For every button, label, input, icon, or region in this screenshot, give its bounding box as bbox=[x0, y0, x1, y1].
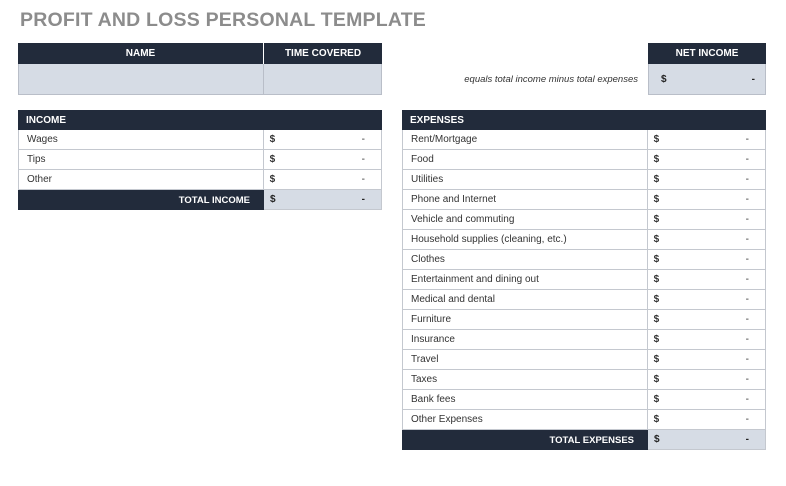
currency-symbol: $ bbox=[653, 334, 660, 345]
amount-value: - bbox=[361, 154, 365, 165]
expense-row-amount[interactable] bbox=[648, 150, 765, 169]
expense-row-label[interactable]: Insurance bbox=[403, 330, 648, 349]
expense-row-label[interactable]: Utilities bbox=[403, 170, 648, 189]
expense-row-label[interactable]: Bank fees bbox=[403, 390, 648, 409]
expense-row-label[interactable]: Household supplies (cleaning, etc.) bbox=[403, 230, 648, 249]
page-title: PROFIT AND LOSS PERSONAL TEMPLATE bbox=[20, 9, 427, 31]
total-expenses-amount bbox=[648, 430, 766, 450]
expense-row-label[interactable]: Travel bbox=[403, 350, 648, 369]
total-expenses-row bbox=[402, 430, 766, 450]
currency-symbol: $ bbox=[653, 414, 660, 425]
expense-row-amount[interactable] bbox=[648, 210, 765, 229]
currency-symbol: $ bbox=[653, 274, 660, 285]
expense-row-amount[interactable] bbox=[648, 330, 765, 349]
currency-symbol: $ bbox=[269, 134, 276, 145]
currency-symbol: $ bbox=[654, 434, 660, 445]
amount-value: - bbox=[745, 194, 749, 205]
total-expenses-value: - bbox=[745, 434, 749, 445]
amount-value: - bbox=[745, 334, 749, 345]
amount-value: - bbox=[745, 314, 749, 325]
total-income-amount bbox=[264, 190, 382, 210]
amount-value: - bbox=[745, 374, 749, 385]
amount-value: - bbox=[745, 134, 749, 145]
currency-symbol: $ bbox=[269, 174, 276, 185]
income-row-label[interactable]: Tips bbox=[19, 150, 264, 169]
currency-symbol: $ bbox=[653, 134, 660, 145]
expense-row-amount[interactable] bbox=[648, 410, 765, 429]
expense-row-amount[interactable] bbox=[648, 130, 765, 149]
expense-row-amount[interactable] bbox=[648, 310, 765, 329]
amount-value: - bbox=[745, 154, 749, 165]
amount-value: - bbox=[361, 174, 365, 185]
expense-row bbox=[402, 270, 766, 290]
expense-row-amount[interactable] bbox=[648, 250, 765, 269]
expense-row bbox=[402, 310, 766, 330]
expense-row-label[interactable]: Furniture bbox=[403, 310, 648, 329]
expense-row-label[interactable]: Clothes bbox=[403, 250, 648, 269]
net-income-value: - bbox=[751, 73, 755, 85]
expenses-table bbox=[402, 110, 766, 450]
expense-row bbox=[402, 150, 766, 170]
amount-value: - bbox=[745, 394, 749, 405]
expense-row-label[interactable]: Entertainment and dining out bbox=[403, 270, 648, 289]
currency-symbol: $ bbox=[653, 154, 660, 165]
expense-row bbox=[402, 410, 766, 430]
total-income-label: TOTAL INCOME bbox=[18, 190, 264, 210]
expense-row bbox=[402, 210, 766, 230]
time-covered-header: TIME COVERED bbox=[264, 43, 382, 64]
expense-row-amount[interactable] bbox=[648, 230, 765, 249]
expense-row-amount[interactable] bbox=[648, 190, 765, 209]
currency-symbol: $ bbox=[269, 154, 276, 165]
expense-row-label[interactable]: Medical and dental bbox=[403, 290, 648, 309]
amount-value: - bbox=[745, 414, 749, 425]
expense-row-label[interactable]: Taxes bbox=[403, 370, 648, 389]
time-covered-field[interactable] bbox=[264, 64, 382, 95]
amount-value: - bbox=[745, 354, 749, 365]
expense-row-label[interactable]: Other Expenses bbox=[403, 410, 648, 429]
currency-symbol: $ bbox=[653, 374, 660, 385]
name-field[interactable] bbox=[18, 64, 264, 95]
expense-row-amount[interactable] bbox=[648, 350, 765, 369]
expense-row bbox=[402, 330, 766, 350]
name-time-block bbox=[18, 43, 382, 95]
income-row bbox=[18, 170, 382, 190]
amount-value: - bbox=[745, 234, 749, 245]
income-row-label[interactable]: Wages bbox=[19, 130, 264, 149]
expense-row bbox=[402, 390, 766, 410]
net-income-header: NET INCOME bbox=[648, 43, 766, 64]
expense-row-label[interactable]: Phone and Internet bbox=[403, 190, 648, 209]
currency-symbol: $ bbox=[653, 394, 660, 405]
net-income-note: equals total income minus total expenses bbox=[464, 74, 638, 85]
income-row-amount[interactable] bbox=[264, 130, 381, 149]
currency-symbol: $ bbox=[653, 234, 660, 245]
amount-value: - bbox=[745, 254, 749, 265]
net-income-value-cell[interactable] bbox=[648, 64, 766, 95]
expense-row-label[interactable]: Food bbox=[403, 150, 648, 169]
net-income-block bbox=[648, 43, 766, 95]
expense-row-amount[interactable] bbox=[648, 290, 765, 309]
currency-symbol: $ bbox=[653, 354, 660, 365]
income-row-label[interactable]: Other bbox=[19, 170, 264, 189]
currency-symbol: $ bbox=[653, 214, 660, 225]
income-row bbox=[18, 150, 382, 170]
expense-row-amount[interactable] bbox=[648, 270, 765, 289]
net-income-currency: $ bbox=[661, 73, 667, 85]
expense-row bbox=[402, 250, 766, 270]
currency-symbol: $ bbox=[653, 294, 660, 305]
income-row-amount[interactable] bbox=[264, 150, 381, 169]
income-header: INCOME bbox=[18, 110, 382, 130]
expense-row-label[interactable]: Vehicle and commuting bbox=[403, 210, 648, 229]
currency-symbol: $ bbox=[653, 174, 660, 185]
amount-value: - bbox=[745, 274, 749, 285]
expense-row bbox=[402, 170, 766, 190]
expense-row-amount[interactable] bbox=[648, 390, 765, 409]
income-table bbox=[18, 110, 382, 210]
expense-row bbox=[402, 350, 766, 370]
income-row-amount[interactable] bbox=[264, 170, 381, 189]
currency-symbol: $ bbox=[653, 194, 660, 205]
total-income-value: - bbox=[361, 194, 365, 205]
expense-row-amount[interactable] bbox=[648, 170, 765, 189]
amount-value: - bbox=[361, 134, 365, 145]
amount-value: - bbox=[745, 214, 749, 225]
expense-row bbox=[402, 290, 766, 310]
expense-row bbox=[402, 230, 766, 250]
expense-row-amount[interactable] bbox=[648, 370, 765, 389]
currency-symbol: $ bbox=[653, 314, 660, 325]
expense-row bbox=[402, 190, 766, 210]
total-expenses-label: TOTAL EXPENSES bbox=[402, 430, 648, 450]
amount-value: - bbox=[745, 294, 749, 305]
expense-row bbox=[402, 370, 766, 390]
expense-row-label[interactable]: Rent/Mortgage bbox=[403, 130, 648, 149]
expense-row bbox=[402, 130, 766, 150]
currency-symbol: $ bbox=[270, 194, 276, 205]
expenses-header: EXPENSES bbox=[402, 110, 766, 130]
name-header: NAME bbox=[18, 43, 264, 64]
income-row bbox=[18, 130, 382, 150]
currency-symbol: $ bbox=[653, 254, 660, 265]
total-income-row bbox=[18, 190, 382, 210]
amount-value: - bbox=[745, 174, 749, 185]
